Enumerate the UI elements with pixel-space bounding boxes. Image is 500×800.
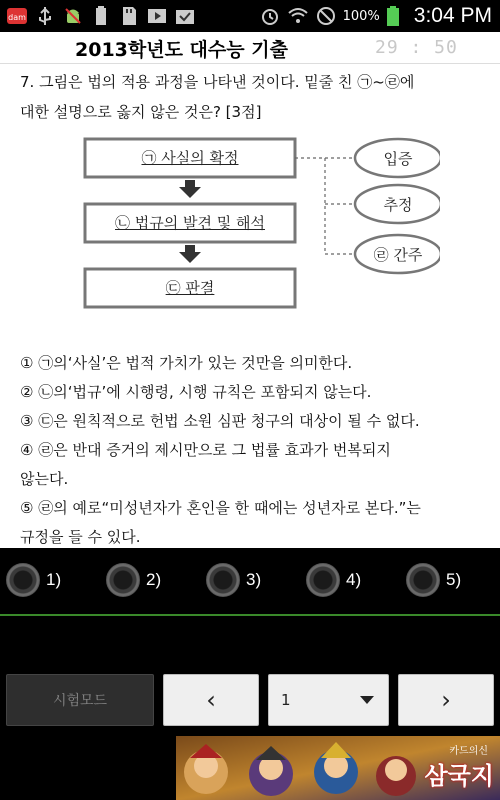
answer-label-2: 2) <box>146 570 162 589</box>
exam-header <box>0 32 500 64</box>
diagram-oval-proof-label: 입증 <box>383 150 413 168</box>
ad-banner[interactable] <box>0 734 500 800</box>
answer-option-3[interactable] <box>206 562 261 598</box>
answer-option-1[interactable] <box>6 562 61 598</box>
answer-label-4: 4) <box>346 570 362 589</box>
usb-icon <box>34 5 56 27</box>
choice-4-cont: 않는다. <box>20 470 69 488</box>
chevron-left-icon: ‹ <box>206 686 216 714</box>
svg-text:dam: dam <box>8 13 26 22</box>
answer-label-3: 3) <box>246 570 262 589</box>
diagram-oval-deemed-label: ㉣ 간주 <box>373 246 423 264</box>
diagram-box-law-label: ㉡ 법규의 발견 및 해석 <box>115 214 265 232</box>
question-panel <box>0 64 500 548</box>
alarm-icon <box>259 5 281 27</box>
exam-mode-button[interactable]: 시험모드 <box>6 674 154 726</box>
status-bar <box>0 0 500 32</box>
chevron-down-icon <box>360 696 374 704</box>
diagram-box-judgment-label: ㉢ 판결 <box>165 279 215 297</box>
question-line-2: 대한 설명으로 옳지 않은 것은? [3점] <box>20 103 262 121</box>
android-debug-icon <box>62 5 84 27</box>
radio-button-icon[interactable] <box>206 563 240 597</box>
diagram-oval-presumption-label: 추정 <box>383 196 413 214</box>
app-notification-icon <box>6 5 28 27</box>
answer-option-4[interactable] <box>306 562 361 598</box>
prev-question-button[interactable] <box>163 674 259 726</box>
question-number-select[interactable] <box>268 674 389 726</box>
ad-caption: 카드의신 <box>449 746 488 757</box>
choice-5: ⑤ ㉣의 예로“미성년자가 혼인을 한 때에는 성년자로 본다.”는 <box>20 499 421 517</box>
radio-button-icon[interactable] <box>306 563 340 597</box>
answer-option-5[interactable] <box>406 562 461 598</box>
dotted-connectors <box>295 158 355 254</box>
choice-3: ③ ㉢은 원칙적으로 헌법 소원 심판 청구의 대상이 될 수 없다. <box>20 412 420 430</box>
law-application-diagram <box>80 134 440 384</box>
ad-artwork[interactable] <box>176 736 500 800</box>
choice-5-cont: 규정을 들 수 있다. <box>20 528 141 546</box>
ad-title: 삼국지 <box>424 762 494 790</box>
down-arrow-icon <box>179 245 201 263</box>
battery-full-icon <box>90 5 112 27</box>
page-title: 2013학년도 대수능 기출 <box>75 39 288 61</box>
clock: 3:04 PM <box>413 4 492 27</box>
battery-percent: 100% <box>342 8 380 24</box>
answer-label-1: 1) <box>46 570 62 589</box>
no-signal-icon <box>315 5 337 27</box>
selected-question-number: 1 <box>281 691 291 709</box>
answer-label-5: 5) <box>446 570 462 589</box>
question-text <box>20 67 485 127</box>
chevron-right-icon: › <box>441 686 451 714</box>
navigation-bar <box>0 616 500 734</box>
download-done-icon <box>174 5 196 27</box>
radio-button-icon[interactable] <box>6 563 40 597</box>
exam-timer: 29 : 50 <box>375 37 458 58</box>
choice-1: ① ㉠의‘사실’은 법적 가치가 있는 것만을 의미한다. <box>20 354 353 372</box>
answer-selector <box>0 548 500 614</box>
choice-2: ② ㉡의‘법규’에 시행령, 시행 규칙은 포함되지 않는다. <box>20 383 372 401</box>
down-arrow-icon <box>179 180 201 198</box>
wifi-icon <box>287 5 309 27</box>
sd-card-icon <box>118 5 140 27</box>
media-play-icon <box>146 5 168 27</box>
answer-option-2[interactable] <box>106 562 161 598</box>
battery-icon <box>386 5 408 27</box>
diagram-box-fact-label: ㉠ 사실의 확정 <box>141 149 239 167</box>
radio-button-icon[interactable] <box>106 563 140 597</box>
question-line-1: 7. 그림은 법의 적용 과정을 나타낸 것이다. 밑줄 친 ㉠~㉣에 <box>20 73 415 91</box>
radio-button-icon[interactable] <box>406 563 440 597</box>
next-question-button[interactable] <box>398 674 494 726</box>
choices-list <box>20 349 490 552</box>
choice-4: ④ ㉣은 반대 증거의 제시만으로 그 법률 효과가 번복되지 <box>20 441 391 459</box>
